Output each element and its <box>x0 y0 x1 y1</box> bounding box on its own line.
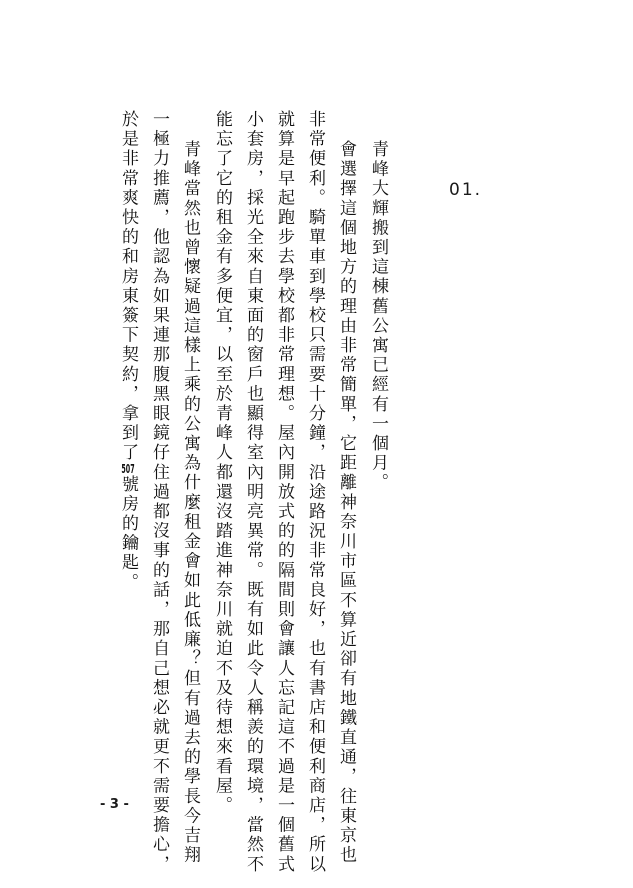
page-number: - 3 - <box>100 797 129 812</box>
paragraph-1-line-1: 青峰大輝搬到這棟舊公寓已經有一個月。 <box>368 140 388 493</box>
chapter-number: 01. <box>449 180 483 200</box>
paragraph-2-line-2: 非常便利。騎單車到學校只需要十分鐘，沿途路況非常良好，也有書店和便利商店，所以 <box>305 110 325 875</box>
paragraph-2-line-3: 就算是早起跑步去學校都非常理想。屋內開放式的的隔間則會讓人忘記這不過是一個舊式 <box>274 110 294 875</box>
paragraph-3-line-1: 青峰當然也曾懷疑過這樣上乘的公寓為什麼租金會如此低廉？但有過去的學長今吉翔 <box>180 140 200 866</box>
paragraph-2-line-5: 能忘了它的租金有多便宜，以至於青峰人都還沒踏進神奈川就迫不及待想來看屋。 <box>212 110 232 816</box>
paragraph-2-line-4: 小套房，採光全來自東面的窗戶也顯得室內明亮異常。既有如此令人稱羨的環境，當然不 <box>243 110 263 875</box>
room-number: 507 <box>121 462 135 475</box>
paragraph-3-line-3-end: 號房的鑰匙。 <box>118 474 138 593</box>
paragraph-2-line-1: 會選擇這個地方的理由非常簡單，它距離神奈川市區不算近卻有地鐵直通，往東京也 <box>336 140 356 866</box>
paragraph-3-line-3 <box>117 110 138 592</box>
paragraph-3-line-2: 一極力推薦，他認為如果連那腹黑眼鏡仔住過都沒事的話，那自己想必就更不需要擔心， <box>149 110 169 875</box>
paragraph-3-line-3-text: 於是非常爽快的和房東簽下契約，拿到了 <box>118 110 138 463</box>
